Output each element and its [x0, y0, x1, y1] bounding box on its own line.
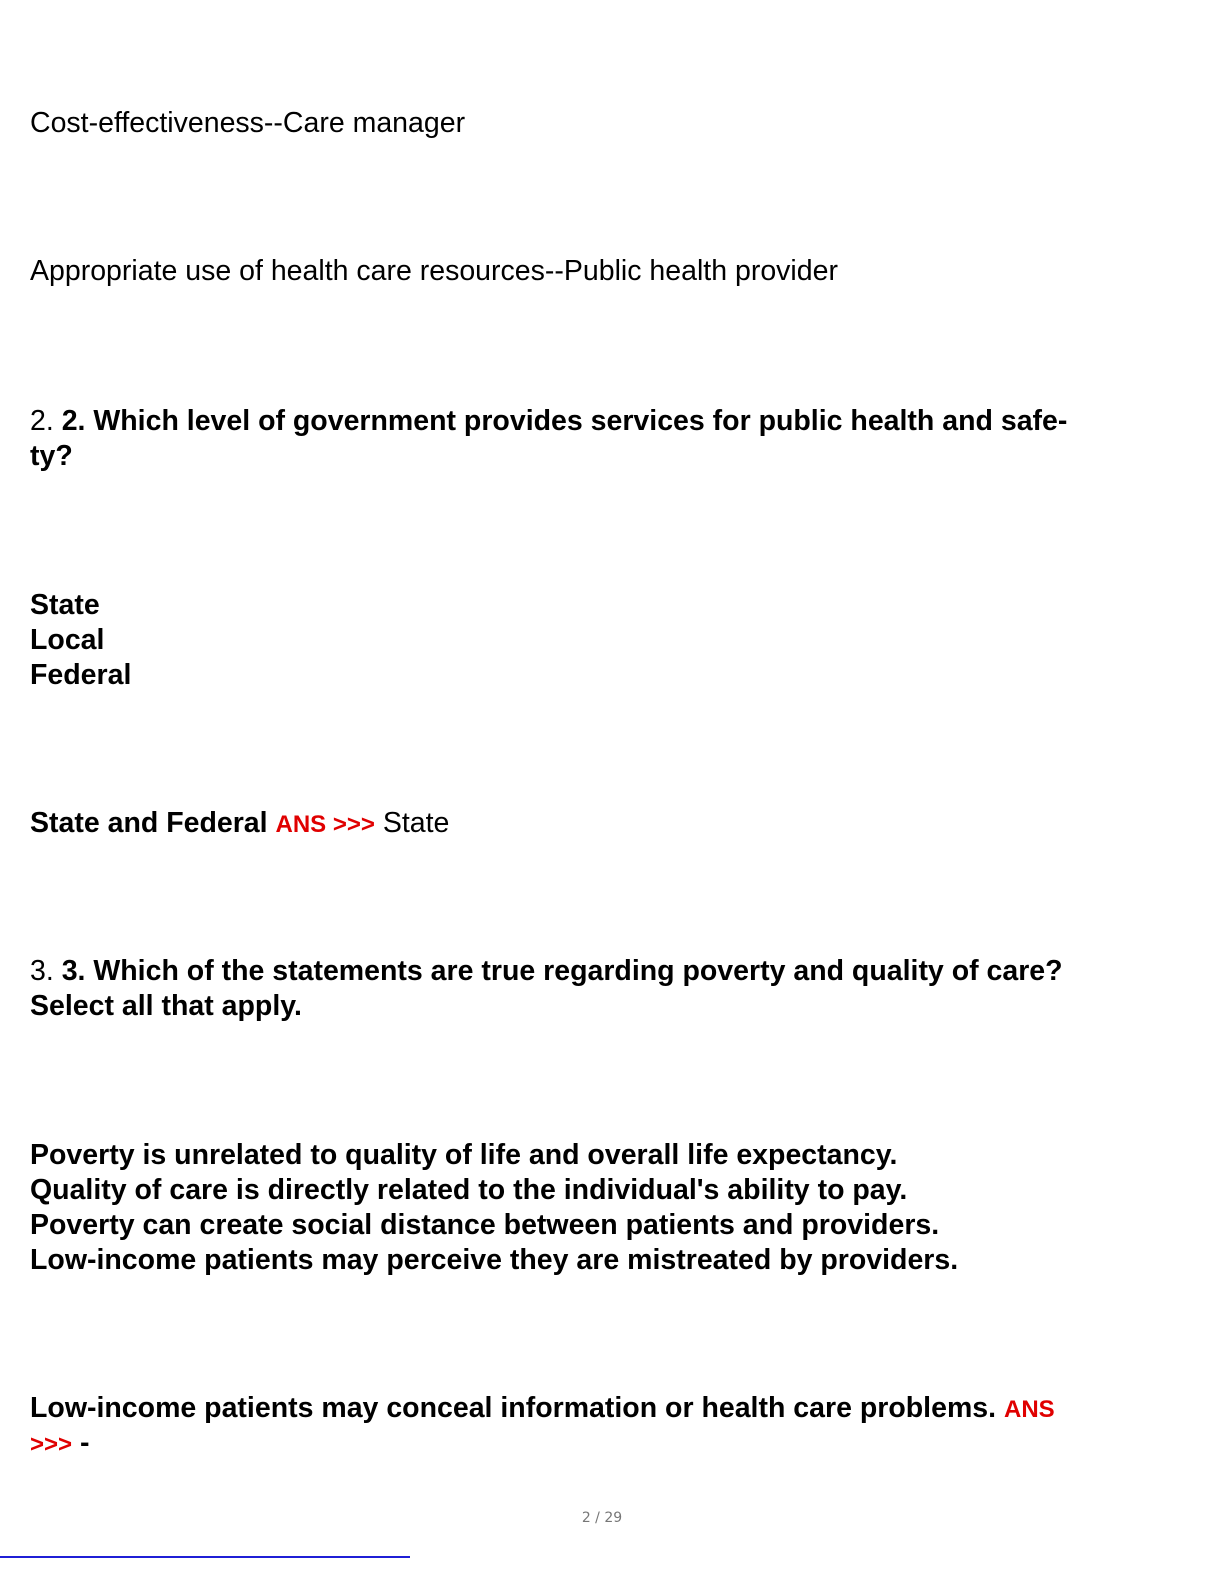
- answer-label: ANS >>>: [275, 811, 375, 838]
- option: Local: [30, 624, 105, 656]
- answer-line: [30, 1391, 1055, 1427]
- question-3-heading: [30, 954, 1063, 989]
- answer-value: -: [79, 1427, 90, 1459]
- question-text-continued: ty?: [30, 440, 73, 472]
- text-line: Appropriate use of health care resources--Public health provider: [30, 255, 838, 287]
- answer-line-continued: [30, 1426, 89, 1462]
- answer-label: ANS: [1003, 1396, 1055, 1423]
- question-2-heading: [30, 404, 1067, 439]
- footer-rule: [0, 1556, 410, 1558]
- option: Low-income patients may perceive they are mistreated by providers.: [30, 1244, 959, 1276]
- option: Federal: [30, 659, 132, 691]
- answer-line: [30, 806, 449, 842]
- option: Poverty can create social distance between patients and providers.: [30, 1209, 940, 1241]
- question-number: 3.: [30, 955, 62, 987]
- answer-label: >>>: [30, 1431, 73, 1458]
- page-number: 2 / 29: [581, 1510, 623, 1526]
- option: Low-income patients may conceal information or health care problems.: [30, 1392, 997, 1424]
- answer-value: State: [382, 807, 450, 839]
- question-number: 2.: [30, 405, 62, 437]
- text-line: Cost-effectiveness--Care manager: [30, 107, 466, 139]
- question-text: 3. Which of the statements are true regarding poverty and quality of care?: [61, 955, 1063, 987]
- question-text: 2. Which level of government provides services for public health and safe-: [61, 405, 1068, 437]
- option: State and Federal: [30, 807, 268, 839]
- option: State: [30, 589, 100, 621]
- option: Quality of care is directly related to the individual's ability to pay.: [30, 1174, 908, 1206]
- question-text-continued: Select all that apply.: [30, 990, 302, 1022]
- option: Poverty is unrelated to quality of life and overall life expectancy.: [30, 1139, 898, 1171]
